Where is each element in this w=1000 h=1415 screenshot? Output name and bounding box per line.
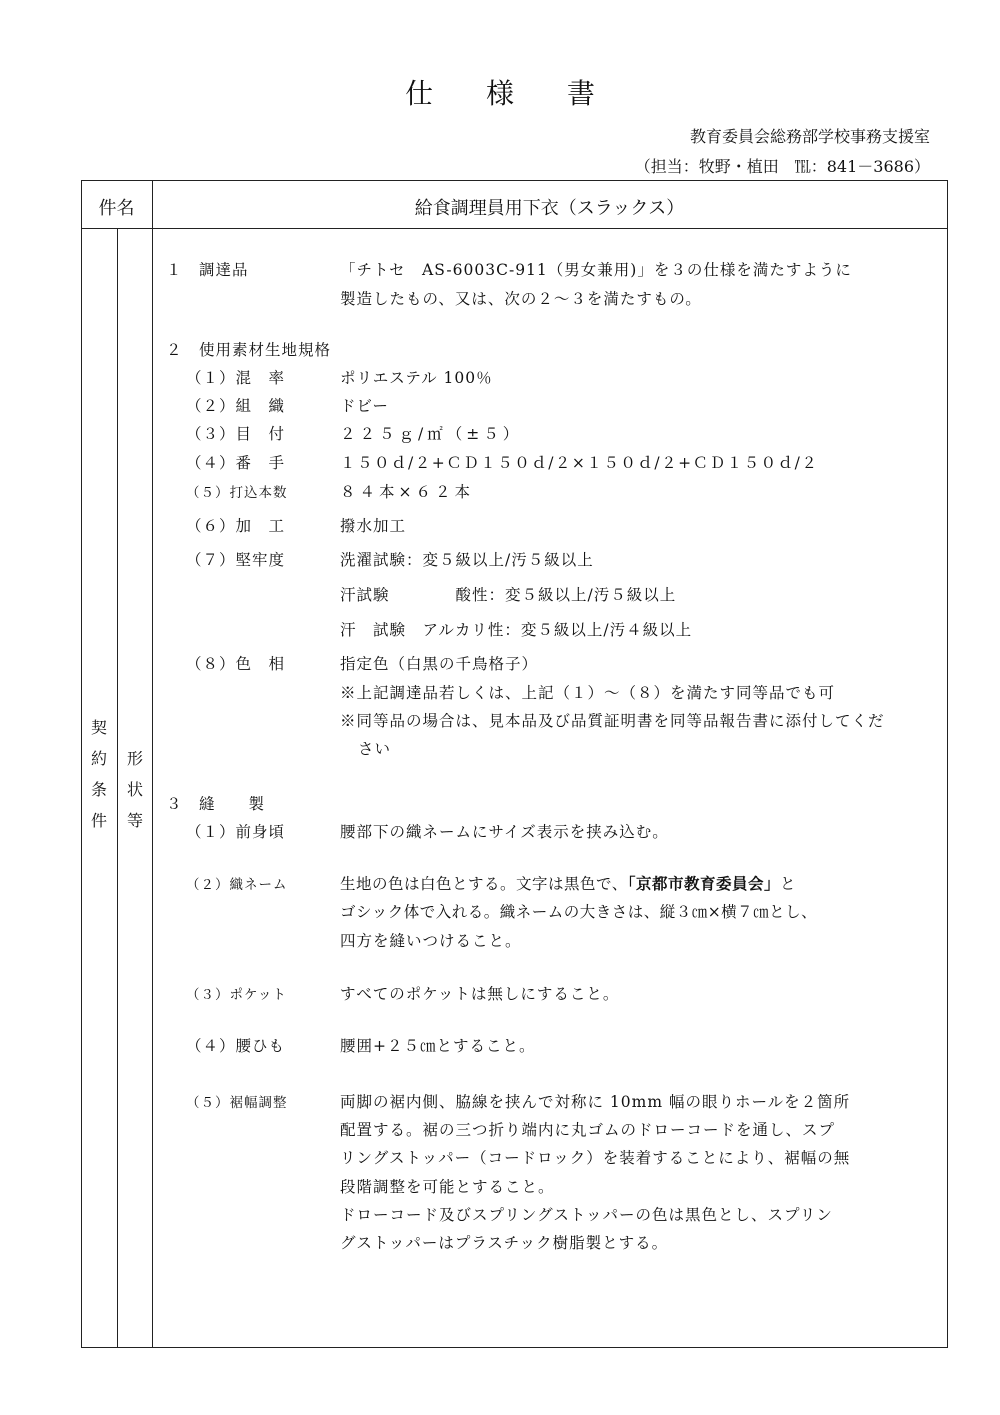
section-1-text-line1: 「チトセ AS-6003C-911（男女兼用)」を３の仕様を満たすように — [340, 261, 852, 279]
item-label: 件名 — [98, 198, 135, 219]
note-attachment-line1: ※同等品の場合は、見本品及び品質証明書を同等品報告書に添付してくだ — [340, 712, 885, 730]
material-value: １５０ｄ/２+ＣＤ１５０ｄ/２×１５０ｄ/２+ＣＤ１５０ｄ/２ — [340, 454, 819, 472]
section-2-label: ２ 使用素材生地規格 — [166, 341, 332, 359]
sewing-2-label: （２）織ネーム — [186, 877, 288, 893]
fastness-sweat-alkali: 汗 試験 アルカリ性：変５級以上/汚４級以上 — [340, 621, 693, 639]
material-label: （６）加 工 — [186, 517, 286, 535]
note-equivalent: ※上記調達品若しくは、上記（１）～（８）を満たす同等品でも可 — [340, 684, 836, 702]
sewing-1-text: 腰部下の織ネームにサイズ表示を挟み込む。 — [340, 823, 669, 841]
table-border-header-bottom — [81, 228, 948, 229]
sewing-2-line2: ゴシック体で入れる。織ネームの大きさは、縦３㎝×横７㎝とし、 — [340, 903, 818, 921]
table-divider-label — [152, 180, 153, 1348]
sewing-3-label: （３）ポケット — [186, 987, 287, 1003]
sewing-5-label: （５）裾幅調整 — [186, 1095, 288, 1111]
table-divider-side — [117, 228, 118, 1348]
sewing-5-line: リングストッパー（コードロック）を装着することにより、裾幅の無 — [340, 1149, 851, 1167]
side-label-shape: 形状等 — [126, 749, 143, 830]
material-value: ８４本×６２本 — [340, 483, 474, 501]
table-border-left — [81, 180, 82, 1348]
note-attachment-line2: さい — [358, 740, 392, 758]
sewing-2-line1 — [340, 872, 796, 894]
material-label: （１）混 率 — [186, 369, 286, 387]
contact-info: （担当：牧野・植田 ℡：841－3686） — [634, 157, 930, 176]
material-label: （４）番 手 — [186, 454, 286, 472]
material-label: （５）打込本数 — [186, 485, 288, 501]
sewing-4-label: （４）腰ひも — [186, 1037, 286, 1055]
sewing-5-line: ドローコード及びスプリングストッパーの色は黒色とし、スプリン — [340, 1206, 833, 1224]
side-label-contract-conditions: 契約条件 — [90, 718, 107, 830]
sewing-5-line: 段階調整を可能とすること。 — [340, 1178, 555, 1196]
material-label: （７）堅牢度 — [186, 551, 286, 569]
sewing-2-line1-emphasis: 「京都市教育委員会」 — [627, 875, 780, 893]
material-value: 撥水加工 — [340, 517, 407, 535]
sewing-5-line: グストッパーはプラスチック樹脂製とする。 — [340, 1234, 669, 1252]
sewing-2-line1-suffix: と — [779, 875, 796, 893]
color-value: 指定色（白黒の千鳥格子） — [340, 655, 539, 673]
sewing-2-line1-text: 生地の色は白色とする。文字は黒色で、 — [340, 875, 628, 893]
material-label: （３）目 付 — [186, 425, 286, 443]
sewing-4-text: 腰囲+２５㎝とすること。 — [340, 1037, 536, 1055]
material-label: （２）組 織 — [186, 397, 286, 415]
sewing-3-text: すべてのポケットは無しにすること。 — [340, 985, 620, 1003]
material-value: ポリエステル 100％ — [340, 369, 493, 387]
material-value: ２２５ｇ/㎡（±５） — [340, 425, 523, 443]
table-border-top — [81, 180, 948, 181]
material-value: 洗濯試験：変５級以上/汚５級以上 — [340, 551, 594, 569]
table-border-bottom — [81, 1347, 948, 1348]
sewing-2-line3: 四方を縫いつけること。 — [340, 932, 522, 950]
department-name: 教育委員会総務部学校事務支援室 — [689, 127, 930, 146]
table-border-right — [947, 180, 948, 1348]
sewing-5-line: 配置する。裾の三つ折り端内に丸ゴムのドローコードを通し、スプ — [340, 1121, 836, 1139]
section-1-label: １ 調達品 — [166, 261, 249, 279]
sewing-5-line: 両脚の裾内側、脇線を挟んで対称に 10mm 幅の眼りホールを２箇所 — [340, 1093, 851, 1111]
section-3-label: ３ 縫 製 — [166, 795, 266, 813]
item-value: 給食調理員用下衣（スラックス） — [414, 198, 685, 219]
sewing-1-label: （１）前身頃 — [186, 823, 286, 841]
fastness-sweat-acid: 汗試験 酸性：変５級以上/汚５級以上 — [340, 586, 677, 604]
page-title: 仕 様 書 — [405, 77, 617, 110]
color-label: （８）色 相 — [186, 655, 286, 673]
section-1-text-line2: 製造したもの、又は、次の２～３を満たすもの。 — [340, 290, 702, 308]
material-value: ドビー — [340, 397, 389, 415]
